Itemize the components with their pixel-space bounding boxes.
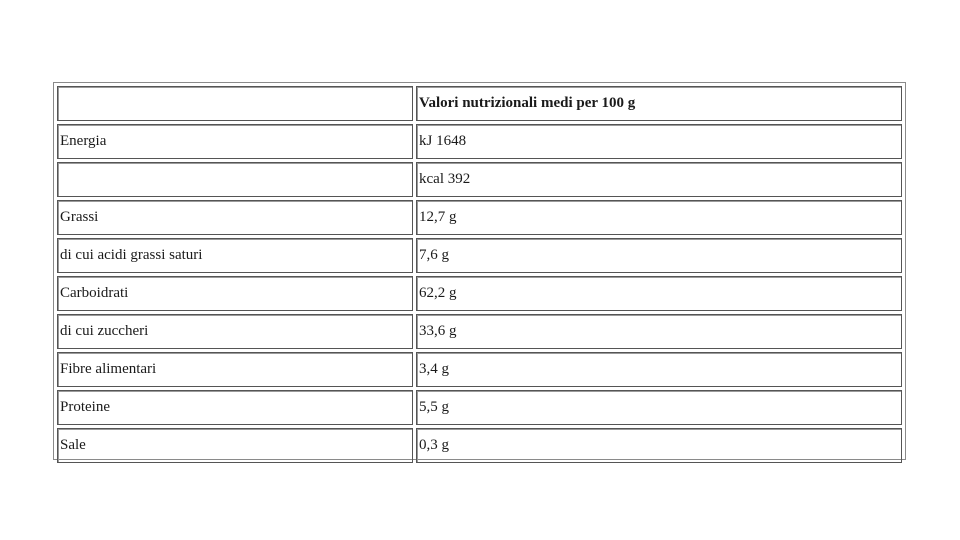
nutrient-value: kJ 1648 bbox=[416, 124, 902, 159]
nutrient-label: Grassi bbox=[57, 200, 413, 235]
nutrient-value: 3,4 g bbox=[416, 352, 902, 387]
nutrient-value: 12,7 g bbox=[416, 200, 902, 235]
nutrient-label: Sale bbox=[57, 428, 413, 463]
nutrient-label: Proteine bbox=[57, 390, 413, 425]
header-label-cell bbox=[57, 86, 413, 121]
header-value-cell: Valori nutrizionali medi per 100 g bbox=[416, 86, 902, 121]
table-row bbox=[57, 238, 902, 273]
nutrient-label: di cui zuccheri bbox=[57, 314, 413, 349]
table-row bbox=[57, 390, 902, 425]
table-row bbox=[57, 162, 902, 197]
nutrient-value: 62,2 g bbox=[416, 276, 902, 311]
nutrient-value: 7,6 g bbox=[416, 238, 902, 273]
nutrient-label: di cui acidi grassi saturi bbox=[57, 238, 413, 273]
table-row bbox=[57, 200, 902, 235]
table-row bbox=[57, 428, 902, 463]
nutrition-table-container bbox=[53, 82, 906, 460]
table-row bbox=[57, 276, 902, 311]
nutrient-label: Fibre alimentari bbox=[57, 352, 413, 387]
table-header-row bbox=[57, 86, 902, 121]
nutrition-table bbox=[54, 83, 905, 466]
nutrient-label bbox=[57, 162, 413, 197]
table-row bbox=[57, 124, 902, 159]
nutrient-label: Carboidrati bbox=[57, 276, 413, 311]
table-row bbox=[57, 314, 902, 349]
nutrient-value: kcal 392 bbox=[416, 162, 902, 197]
table-row bbox=[57, 352, 902, 387]
nutrient-value: 0,3 g bbox=[416, 428, 902, 463]
nutrient-label: Energia bbox=[57, 124, 413, 159]
nutrient-value: 33,6 g bbox=[416, 314, 902, 349]
nutrient-value: 5,5 g bbox=[416, 390, 902, 425]
